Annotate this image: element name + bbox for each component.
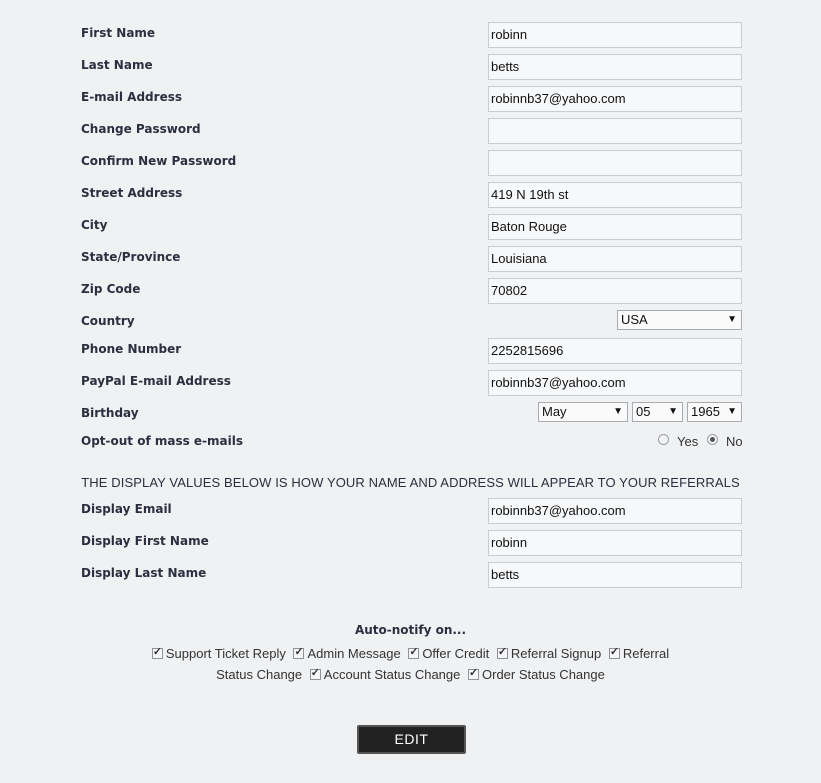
autonotify-line-1 bbox=[0, 646, 821, 661]
email-row bbox=[0, 86, 821, 112]
city-input[interactable]: Baton Rouge bbox=[488, 214, 742, 240]
autonotify-account-status[interactable] bbox=[310, 667, 461, 682]
first-name-input[interactable]: robinn bbox=[488, 22, 742, 48]
birthday-row bbox=[0, 402, 821, 428]
birthday-label: Birthday bbox=[81, 406, 139, 420]
checkbox-checked-icon[interactable] bbox=[310, 669, 321, 680]
phone-label: Phone Number bbox=[81, 342, 182, 356]
optout-no-radio[interactable] bbox=[707, 434, 718, 445]
autonotify-referral-signup[interactable] bbox=[497, 646, 601, 661]
display-last-name-label: Display Last Name bbox=[81, 566, 207, 580]
optout-yes-label: Yes bbox=[677, 434, 699, 449]
checkbox-checked-icon[interactable] bbox=[293, 648, 304, 659]
zip-label: Zip Code bbox=[81, 282, 141, 296]
street-address-input[interactable]: 419 N 19th st bbox=[488, 182, 742, 208]
birthday-month-value: May bbox=[542, 404, 567, 419]
phone-row bbox=[0, 338, 821, 364]
last-name-input[interactable]: betts bbox=[488, 54, 742, 80]
display-last-name-row bbox=[0, 562, 821, 588]
country-value: USA bbox=[621, 312, 648, 327]
chevron-down-icon: ▼ bbox=[613, 406, 623, 417]
autonotify-label: Referral Signup bbox=[510, 646, 602, 661]
change-password-label: Change Password bbox=[81, 122, 201, 136]
birthday-year-value: 1965 bbox=[691, 404, 720, 419]
autonotify-label: Status Change bbox=[216, 667, 303, 682]
state-label: State/Province bbox=[81, 250, 181, 264]
city-row bbox=[0, 214, 821, 240]
autonotify-label: Admin Message bbox=[307, 646, 401, 661]
chevron-down-icon: ▼ bbox=[727, 314, 737, 325]
chevron-down-icon: ▼ bbox=[668, 406, 678, 417]
first-name-row bbox=[0, 22, 821, 48]
email-input[interactable]: robinnb37@yahoo.com bbox=[488, 86, 742, 112]
country-row bbox=[0, 310, 821, 336]
birthday-year-select[interactable] bbox=[687, 402, 742, 422]
state-row bbox=[0, 246, 821, 272]
checkbox-checked-icon[interactable] bbox=[408, 648, 419, 659]
zip-input[interactable]: 70802 bbox=[488, 278, 742, 304]
autonotify-label: Order Status Change bbox=[482, 667, 605, 682]
optout-label: Opt-out of mass e-mails bbox=[81, 434, 244, 448]
display-email-label: Display Email bbox=[81, 502, 172, 516]
change-password-input[interactable] bbox=[488, 118, 742, 144]
confirm-password-row bbox=[0, 150, 821, 176]
zip-row bbox=[0, 278, 821, 304]
autonotify-offer-credit[interactable] bbox=[408, 646, 489, 661]
autonotify-label: Referral bbox=[622, 646, 670, 661]
autonotify-label: Support Ticket Reply bbox=[165, 646, 286, 661]
birthday-day-select[interactable] bbox=[632, 402, 683, 422]
autonotify-support-ticket[interactable] bbox=[152, 646, 286, 661]
paypal-row bbox=[0, 370, 821, 396]
display-first-name-input[interactable]: robinn bbox=[488, 530, 742, 556]
city-label: City bbox=[81, 218, 108, 232]
display-email-row bbox=[0, 498, 821, 524]
confirm-password-label: Confirm New Password bbox=[81, 154, 237, 168]
autonotify-referral-status[interactable] bbox=[609, 646, 669, 661]
country-select[interactable] bbox=[617, 310, 742, 330]
country-label: Country bbox=[81, 314, 135, 328]
chevron-down-icon: ▼ bbox=[727, 406, 737, 417]
display-first-name-row bbox=[0, 530, 821, 556]
edit-button[interactable]: EDIT bbox=[357, 725, 466, 754]
autonotify-heading: Auto-notify on... bbox=[354, 623, 467, 637]
optout-yes-radio[interactable] bbox=[658, 434, 669, 445]
phone-input[interactable]: 2252815696 bbox=[488, 338, 742, 364]
last-name-row bbox=[0, 54, 821, 80]
street-address-row bbox=[0, 182, 821, 208]
autonotify-order-status[interactable] bbox=[468, 667, 605, 682]
autonotify-referral-status-cont bbox=[216, 667, 302, 682]
last-name-label: Last Name bbox=[81, 58, 153, 72]
paypal-input[interactable]: robinnb37@yahoo.com bbox=[488, 370, 742, 396]
autonotify-label: Offer Credit bbox=[422, 646, 490, 661]
autonotify-line-2 bbox=[0, 667, 821, 682]
checkbox-checked-icon[interactable] bbox=[609, 648, 620, 659]
birthday-month-select[interactable] bbox=[538, 402, 628, 422]
street-address-label: Street Address bbox=[81, 186, 183, 200]
display-last-name-input[interactable]: betts bbox=[488, 562, 742, 588]
checkbox-checked-icon[interactable] bbox=[468, 669, 479, 680]
email-label: E-mail Address bbox=[81, 90, 182, 104]
display-values-notice: THE DISPLAY VALUES BELOW IS HOW YOUR NAME AND ADDRESS WILL APPEAR TO YOUR REFERRALS bbox=[81, 475, 740, 490]
confirm-password-input[interactable] bbox=[488, 150, 742, 176]
optout-row bbox=[0, 430, 821, 456]
autonotify-label: Account Status Change bbox=[323, 667, 461, 682]
change-password-row bbox=[0, 118, 821, 144]
display-first-name-label: Display First Name bbox=[81, 534, 209, 548]
autonotify-admin-message[interactable] bbox=[293, 646, 400, 661]
first-name-label: First Name bbox=[81, 26, 156, 40]
checkbox-checked-icon[interactable] bbox=[497, 648, 508, 659]
display-email-input[interactable]: robinnb37@yahoo.com bbox=[488, 498, 742, 524]
optout-no-label: No bbox=[726, 434, 743, 449]
birthday-day-value: 05 bbox=[636, 404, 651, 419]
checkbox-checked-icon[interactable] bbox=[152, 648, 163, 659]
paypal-label: PayPal E-mail Address bbox=[81, 374, 231, 388]
state-input[interactable]: Louisiana bbox=[488, 246, 742, 272]
